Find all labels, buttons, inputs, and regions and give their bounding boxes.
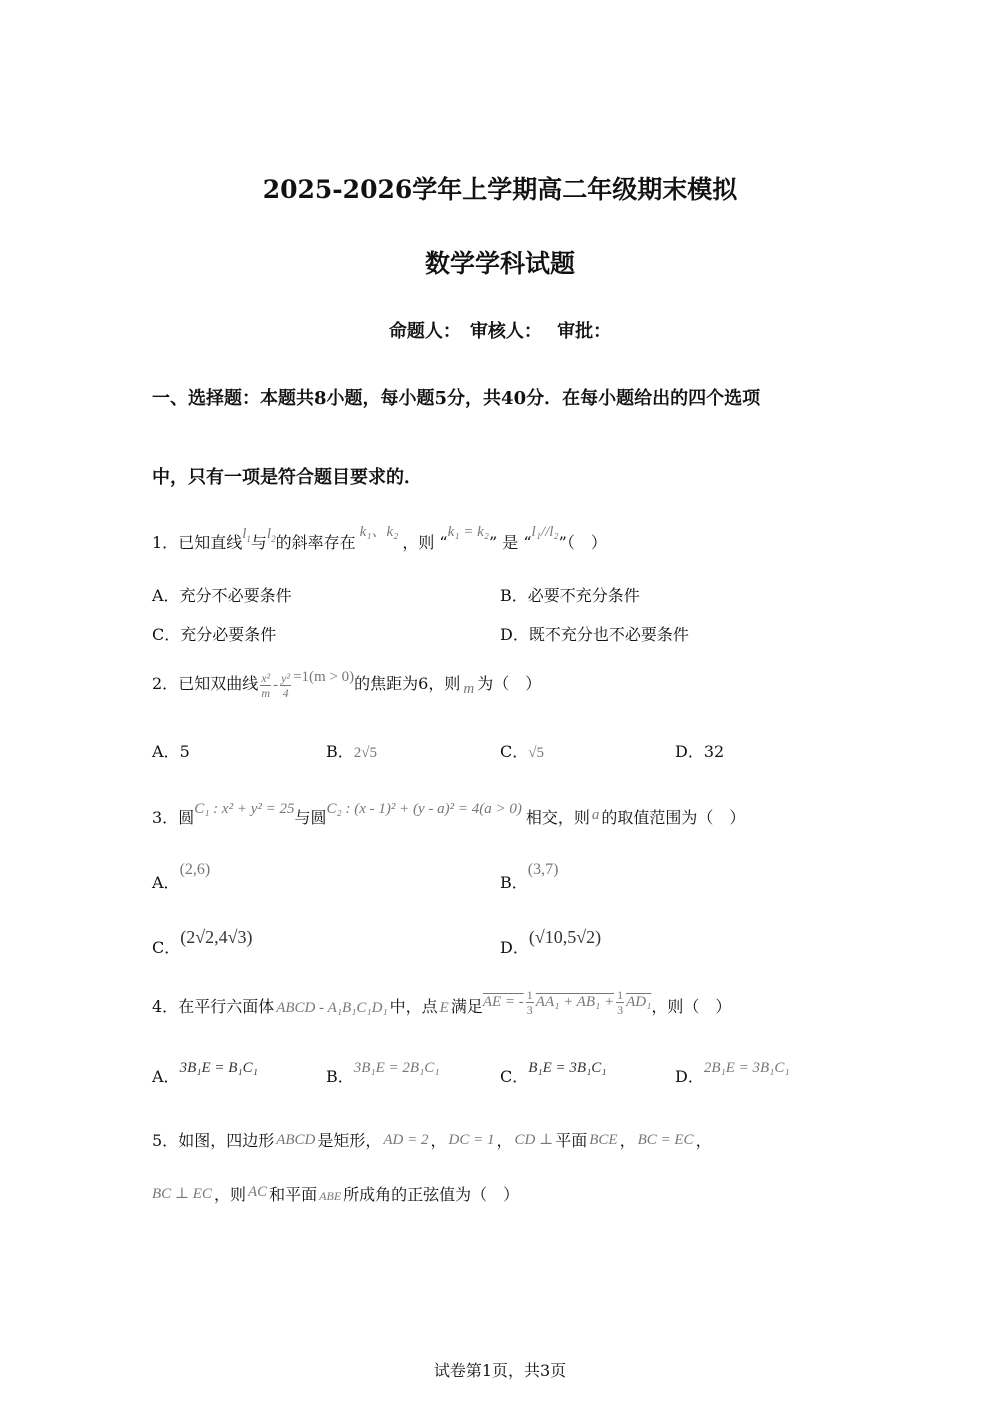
q2-option-c: C．√5 [500,742,544,761]
q1-text: 已知直线 [178,533,243,552]
q3-option-c: C．(2√2,4√3) [152,927,253,957]
question-2: 2．已知双曲线 $\frac{\text{x²}}{m}$ - $\frac{\text{y²}}{4}$ =1(m > 0)的焦距为6，则 m 为（ ） [152,669,542,701]
q2-option-a: A．5 [152,742,190,761]
math-circle1: C₁ : x² + y² = 25 [194,801,295,817]
q1-option-d: D．既不充分也不必要条件 [500,625,689,644]
math-m: m [463,681,475,697]
math-l2: $l_2$ [266,526,276,544]
math-point-e: E [439,1000,449,1016]
q4-option-d: D．2B₁E = 3B₁C₁ [675,1060,790,1086]
staff-line: 命题人： 审核人： 审批： [388,321,612,342]
q1-option-b: B．必要不充分条件 [500,586,640,605]
math-a: a [591,807,600,823]
q1-option-c: C．充分必要条件 [152,625,277,644]
question-3: 3．圆C₁ : x² + y² = 25与圆C₂ : (x - 1)² + (y - a)² = 4(a > 0) 相交，则 a 的取值范围为（ ） [152,801,746,827]
math-dc: DC = 1 [448,1132,495,1148]
question-5-line2: BC ⊥ EC ，则 AC 和平面 ABE 所成角的正弦值为（ ） [152,1184,520,1204]
math-cond1: k₁ = k₂ [447,524,489,540]
exam-title: 2025-2026学年上学期高二年级期末模拟 [262,175,738,204]
math-ad: AD = 2 [383,1132,429,1148]
q1-option-a: A．充分不必要条件 [152,586,292,605]
q2-option-b: B．2√5 [326,742,377,761]
math-abcd: ABCD [276,1132,316,1148]
math-abe: ABE [319,1189,342,1203]
math-cond2: l₁//l₂ [531,524,559,540]
math-circle2: C₂ : (x - 1)² + (y - a)² = 4(a > 0) [326,801,522,817]
math-solid: ABCD - A₁B₁C₁D₁ [276,1000,388,1016]
exam-subtitle: 数学学科试题 [424,249,575,278]
question-number: 1． [152,533,179,552]
q3-option-d: D．(√10,5√2) [500,927,602,957]
question-4: 4．在平行六面体 ABCD - A₁B₁C₁D₁ 中，点 E 满足AE = - $\frac{1}{3}$ AA₁ + AB₁ + $\frac{1}{3}$ AD₁，则（ ） [152,988,732,1018]
q4-option-c: C．B₁E = 3B₁C₁ [500,1060,607,1086]
q2-option-d: D．32 [675,742,725,761]
math-bce: BCE [589,1132,618,1148]
math-bc-ec: BC = EC [637,1132,694,1148]
q3-option-a: A．(2,6) [152,861,211,892]
math-hyperbola: $\frac{\text{x²}}{m}$ - $\frac{\text{y²}}{4}$ =1(m > 0) [261,669,355,701]
math-cd-perp: CD ⊥ [514,1132,554,1148]
math-vector-eq: AE = - $\frac{1}{3}$ AA₁ + AB₁ + $\frac{1}{3}$ AD₁ [482,988,652,1018]
question-5-line1: 5．如图，四边形 ABCD 是矩形， AD = 2 ， DC = 1 ， CD ⊥ 平面 BCE ， BC = EC ， [152,1131,712,1150]
section-heading-line2: 中，只有一项是符合题目要求的． [152,467,422,488]
question-1: 1．已知直线$l_1$与$l_2$的斜率存在k₁、k₂，则 “k₁ = k₂” 是 “l₁//l₂”（ ） [152,524,607,552]
math-bc-perp-ec: BC ⊥ EC [152,1186,212,1202]
math-slopes: k₁、k₂ [359,524,399,540]
q3-option-b: B．(3,7) [500,861,559,892]
math-ac: AC [247,1184,268,1200]
section-heading-line1: 一、选择题：本题共8小题，每小题5分，共40分．在每小题给出的四个选项 [152,388,761,409]
math-l1: $l_1$ [242,526,251,544]
q4-option-a: A．3B₁E = B₁C₁ [152,1060,258,1086]
page-footer: 试卷第1页，共3页 [433,1361,567,1380]
q4-option-b: B．3B₁E = 2B₁C₁ [326,1060,440,1086]
